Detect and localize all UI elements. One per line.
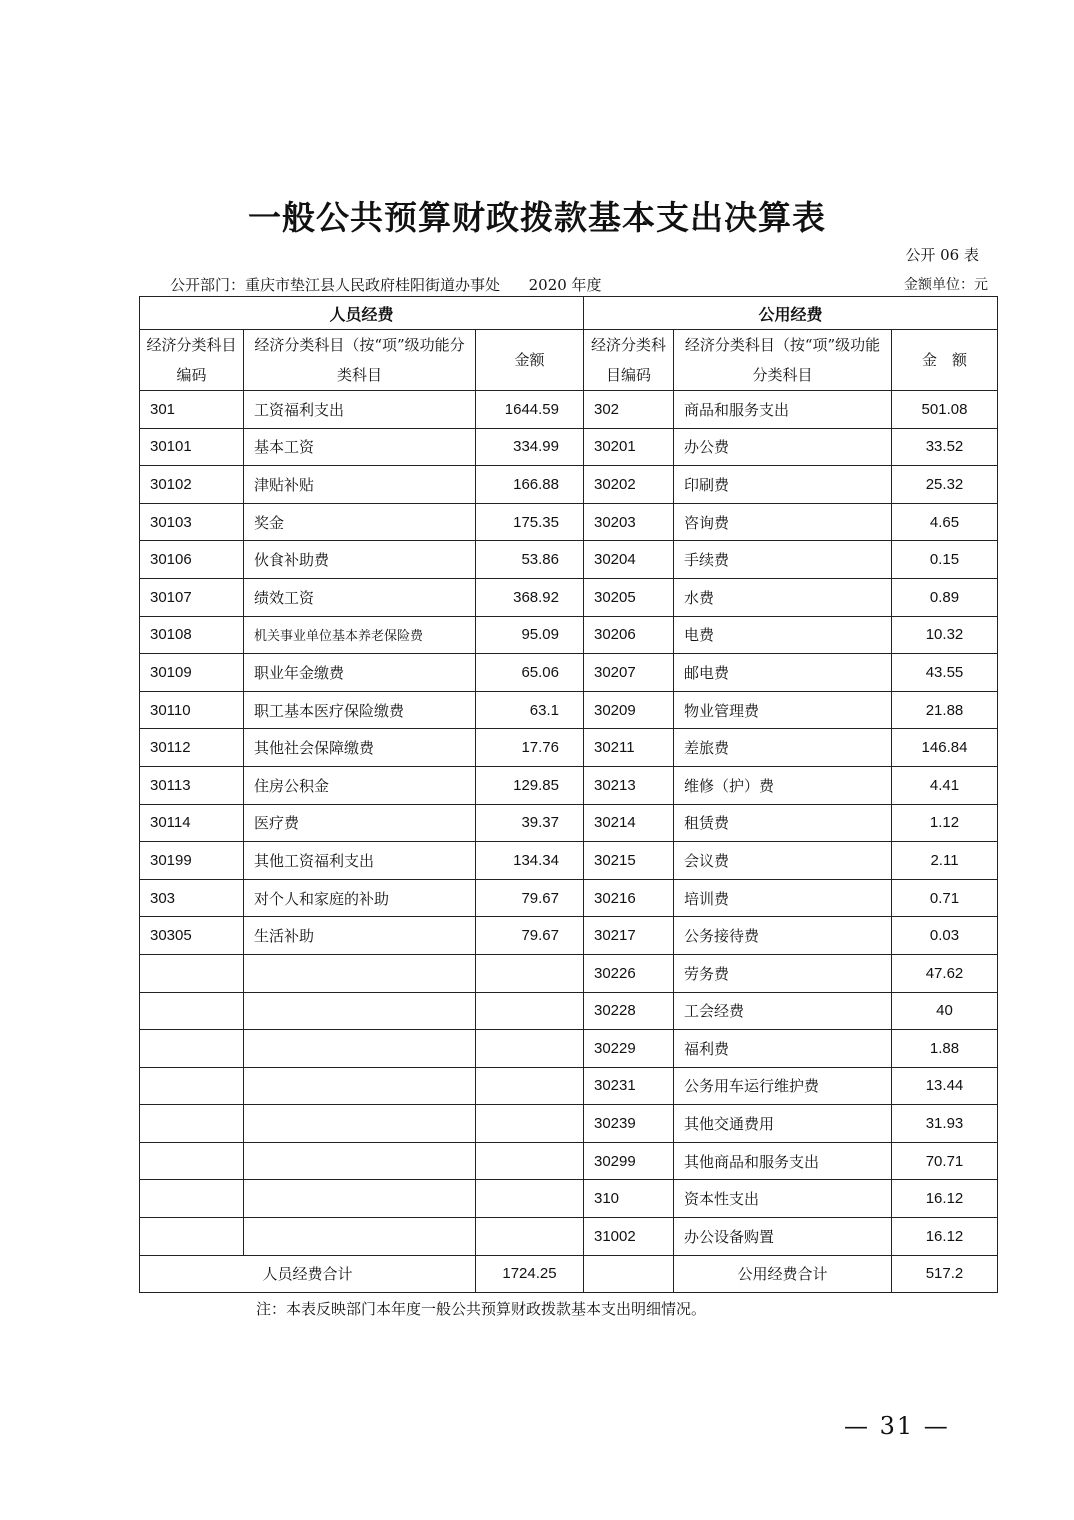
column-header-name-left: 经济分类科目（按“项”级功能分类科目 [244,330,476,391]
right-name-cell: 资本性支出 [674,1180,892,1218]
right-name-cell: 维修（护）费 [674,766,892,804]
right-code-cell: 30206 [584,616,674,654]
left-amount-cell: 175.35 [476,503,584,541]
form-number: 公开 06 表 [905,246,979,264]
left-amount-cell: 53.86 [476,541,584,579]
right-code-cell: 30204 [584,541,674,579]
left-name-cell: 住房公积金 [244,766,476,804]
left-amount-cell [476,992,584,1030]
right-amount-cell: 0.71 [892,879,998,917]
left-name-cell [244,1180,476,1218]
right-code-cell: 30231 [584,1067,674,1105]
public-header: 公用经费 [584,297,998,330]
right-amount-cell: 33.52 [892,428,998,466]
left-amount-cell: 129.85 [476,766,584,804]
right-amount-cell: 40 [892,992,998,1030]
right-code-cell: 310 [584,1180,674,1218]
left-name-cell: 绩效工资 [244,578,476,616]
right-amount-cell: 4.65 [892,503,998,541]
left-name-cell [244,954,476,992]
left-name-cell: 津贴补贴 [244,466,476,504]
right-code-cell: 30207 [584,654,674,692]
left-code-cell: 30113 [140,766,244,804]
left-name-cell: 职工基本医疗保险缴费 [244,691,476,729]
amount-unit: 金额单位：元 [904,277,988,293]
left-code-cell: 30109 [140,654,244,692]
left-name-cell [244,1030,476,1068]
right-name-cell: 咨询费 [674,503,892,541]
left-amount-cell: 166.88 [476,466,584,504]
personnel-total-amount: 1724.25 [476,1255,584,1293]
right-amount-cell: 13.44 [892,1067,998,1105]
right-name-cell: 商品和服务支出 [674,391,892,429]
left-name-cell: 奖金 [244,503,476,541]
left-amount-cell: 1644.59 [476,391,584,429]
right-amount-cell: 16.12 [892,1180,998,1218]
left-code-cell: 30107 [140,578,244,616]
left-name-cell: 其他社会保障缴费 [244,729,476,767]
right-code-cell: 30226 [584,954,674,992]
left-name-cell: 其他工资福利支出 [244,842,476,880]
column-header-code-left: 经济分类科目编码 [140,330,244,391]
right-name-cell: 会议费 [674,842,892,880]
right-name-cell: 印刷费 [674,466,892,504]
right-code-cell: 30213 [584,766,674,804]
table-row [140,578,998,616]
right-amount-cell: 10.32 [892,616,998,654]
left-amount-cell: 65.06 [476,654,584,692]
left-name-cell: 职业年金缴费 [244,654,476,692]
right-name-cell: 租赁费 [674,804,892,842]
table-row [140,466,998,504]
left-amount-cell [476,1105,584,1143]
right-name-cell: 公务接待费 [674,917,892,955]
empty-cell [584,1255,674,1293]
page-number: — 31 — [844,1412,950,1440]
left-code-cell: 30101 [140,428,244,466]
right-amount-cell: 16.12 [892,1218,998,1256]
left-amount-cell: 39.37 [476,804,584,842]
right-amount-cell: 1.88 [892,1030,998,1068]
table-row [140,1180,998,1218]
right-amount-cell: 25.32 [892,466,998,504]
right-code-cell: 30228 [584,992,674,1030]
table-row [140,879,998,917]
left-code-cell: 30103 [140,503,244,541]
table-row [140,616,998,654]
table-row [140,842,998,880]
table-row [140,1142,998,1180]
right-code-cell: 30205 [584,578,674,616]
right-amount-cell: 2.11 [892,842,998,880]
left-code-cell [140,1067,244,1105]
table-row [140,391,998,429]
column-header-amount-right: 金 额 [892,330,998,391]
right-name-cell: 水费 [674,578,892,616]
right-name-cell: 办公设备购置 [674,1218,892,1256]
table-row [140,729,998,767]
right-amount-cell: 43.55 [892,654,998,692]
right-name-cell: 公务用车运行维护费 [674,1067,892,1105]
right-code-cell: 31002 [584,1218,674,1256]
right-name-cell: 差旅费 [674,729,892,767]
left-name-cell: 对个人和家庭的补助 [244,879,476,917]
left-name-cell: 基本工资 [244,428,476,466]
left-name-cell: 生活补助 [244,917,476,955]
right-code-cell: 30201 [584,428,674,466]
right-code-cell: 30216 [584,879,674,917]
right-code-cell: 30299 [584,1142,674,1180]
table-row [140,691,998,729]
left-code-cell [140,1142,244,1180]
expenditure-table [139,296,998,1293]
table-row [140,804,998,842]
right-name-cell: 培训费 [674,879,892,917]
right-code-cell: 30211 [584,729,674,767]
right-code-cell: 302 [584,391,674,429]
right-amount-cell: 4.41 [892,766,998,804]
left-name-cell [244,1105,476,1143]
right-name-cell: 工会经费 [674,992,892,1030]
left-code-cell: 30108 [140,616,244,654]
left-amount-cell [476,1030,584,1068]
left-code-cell: 30102 [140,466,244,504]
left-name-cell: 工资福利支出 [244,391,476,429]
table-row [140,1030,998,1068]
left-amount-cell [476,954,584,992]
left-amount-cell [476,1218,584,1256]
table-row [140,1105,998,1143]
group-header-row [140,297,998,330]
column-header-amount-left: 金额 [476,330,584,391]
right-amount-cell: 1.12 [892,804,998,842]
left-amount-cell [476,1067,584,1105]
footnote: 注：本表反映部门本年度一般公共预算财政拨款基本支出明细情况。 [256,1300,707,1318]
right-name-cell: 邮电费 [674,654,892,692]
personnel-header: 人员经费 [140,297,584,330]
left-amount-cell: 79.67 [476,879,584,917]
right-name-cell: 手续费 [674,541,892,579]
right-amount-cell: 31.93 [892,1105,998,1143]
left-code-cell [140,992,244,1030]
left-code-cell: 30110 [140,691,244,729]
right-code-cell: 30217 [584,917,674,955]
right-code-cell: 30229 [584,1030,674,1068]
right-name-cell: 电费 [674,616,892,654]
public-total-amount: 517.2 [892,1255,998,1293]
left-amount-cell: 95.09 [476,616,584,654]
table-row [140,992,998,1030]
right-name-cell: 其他交通费用 [674,1105,892,1143]
left-code-cell: 303 [140,879,244,917]
personnel-total-label: 人员经费合计 [140,1255,476,1293]
table-row [140,1218,998,1256]
right-code-cell: 30214 [584,804,674,842]
left-code-cell: 30112 [140,729,244,767]
table-row [140,428,998,466]
right-code-cell: 30202 [584,466,674,504]
left-amount-cell: 79.67 [476,917,584,955]
right-amount-cell: 0.15 [892,541,998,579]
right-name-cell: 办公费 [674,428,892,466]
table-row [140,954,998,992]
left-name-cell [244,992,476,1030]
left-code-cell [140,1218,244,1256]
table-row [140,503,998,541]
left-amount-cell [476,1142,584,1180]
left-code-cell [140,954,244,992]
left-code-cell: 30305 [140,917,244,955]
left-code-cell [140,1180,244,1218]
totals-row [140,1255,998,1293]
left-code-cell: 30199 [140,842,244,880]
right-amount-cell: 70.71 [892,1142,998,1180]
right-code-cell: 30215 [584,842,674,880]
page-title: 一般公共预算财政拨款基本支出决算表 [248,198,826,237]
column-header-code-right: 经济分类科目编码 [584,330,674,391]
right-name-cell: 福利费 [674,1030,892,1068]
table-body [140,391,998,1256]
left-name-cell [244,1218,476,1256]
right-code-cell: 30203 [584,503,674,541]
table-row [140,917,998,955]
left-code-cell: 30106 [140,541,244,579]
left-amount-cell: 368.92 [476,578,584,616]
left-amount-cell [476,1180,584,1218]
left-amount-cell: 334.99 [476,428,584,466]
left-name-cell [244,1142,476,1180]
left-name-cell: 伙食补助费 [244,541,476,579]
left-code-cell: 30114 [140,804,244,842]
left-amount-cell: 63.1 [476,691,584,729]
table-row [140,1067,998,1105]
left-amount-cell: 134.34 [476,842,584,880]
table-row [140,541,998,579]
left-code-cell: 301 [140,391,244,429]
right-name-cell: 其他商品和服务支出 [674,1142,892,1180]
column-header-name-right: 经济分类科目（按“项”级功能分类科目 [674,330,892,391]
left-code-cell [140,1030,244,1068]
right-code-cell: 30239 [584,1105,674,1143]
department-line: 公开部门：重庆市垫江县人民政府桂阳街道办事处 2020 年度 [170,276,602,294]
right-amount-cell: 0.03 [892,917,998,955]
left-amount-cell: 17.76 [476,729,584,767]
left-name-cell: 医疗费 [244,804,476,842]
public-total-label: 公用经费合计 [674,1255,892,1293]
right-amount-cell: 146.84 [892,729,998,767]
right-code-cell: 30209 [584,691,674,729]
table-row [140,654,998,692]
left-code-cell [140,1105,244,1143]
right-amount-cell: 47.62 [892,954,998,992]
right-amount-cell: 21.88 [892,691,998,729]
right-amount-cell: 501.08 [892,391,998,429]
right-name-cell: 物业管理费 [674,691,892,729]
table-row [140,766,998,804]
left-name-cell [244,1067,476,1105]
right-amount-cell: 0.89 [892,578,998,616]
column-header-row [140,330,998,391]
left-name-cell: 机关事业单位基本养老保险费 [244,616,476,654]
right-name-cell: 劳务费 [674,954,892,992]
